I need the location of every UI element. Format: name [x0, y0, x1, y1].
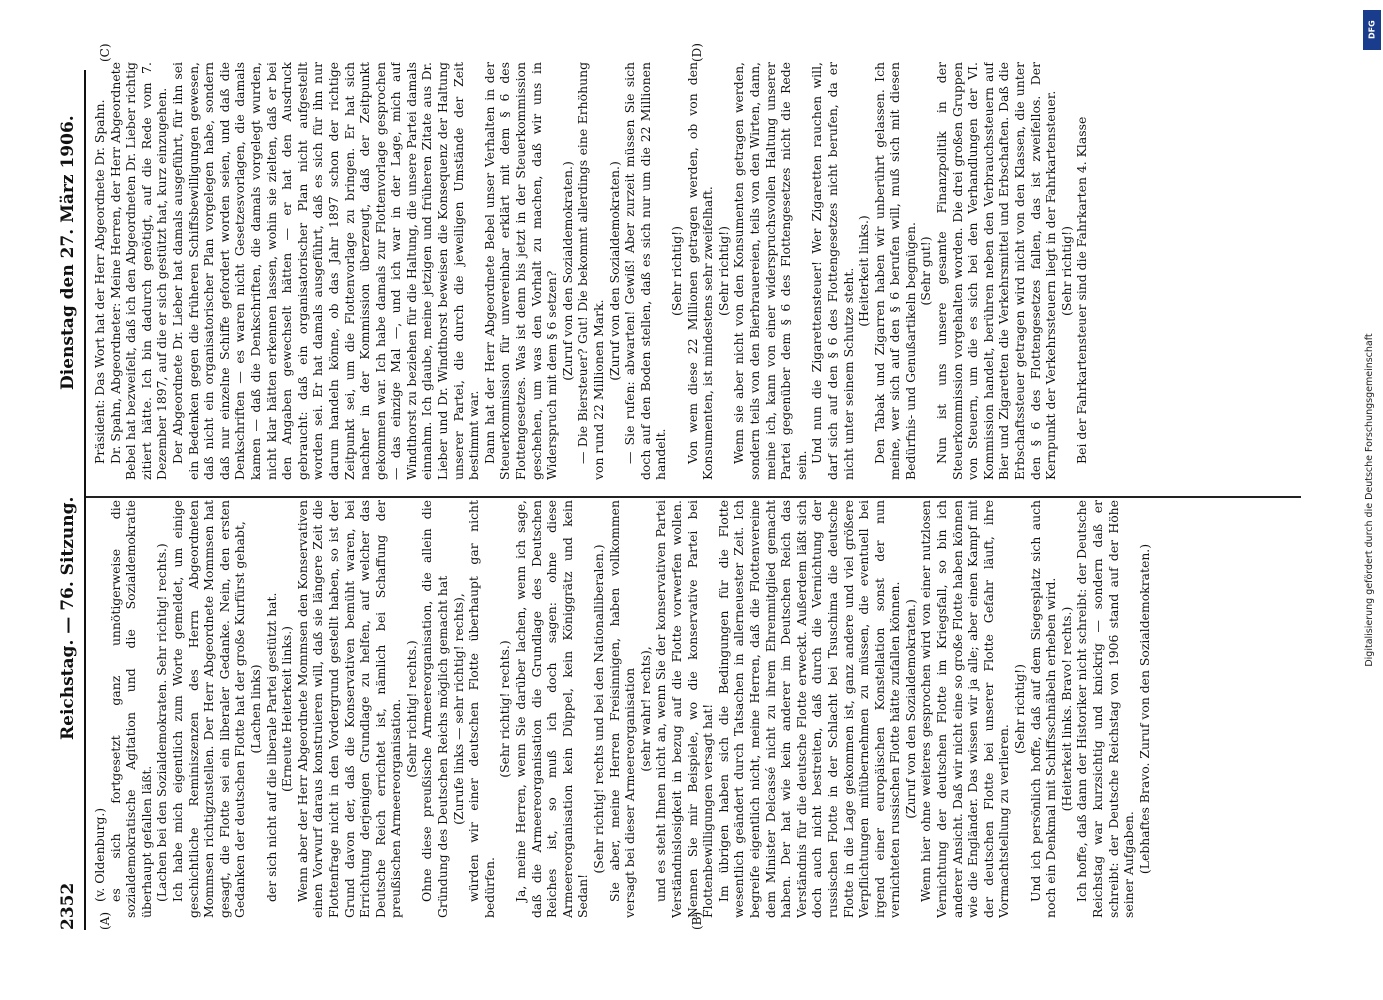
paragraph: es sich fortgesetzt ganz unnötigerweise die sozialdemokratische Agitation und die Sozialdemokratie überhaupt gefallen läßt. [107, 500, 154, 918]
paragraph: der sich nicht auf die liberale Partei gestützt hat. [263, 592, 279, 902]
paragraph: Präsident: Das Wort hat der Herr Abgeordnete Dr. Spahn. [92, 99, 107, 464]
paragraph: (Sehr richtig!) [1012, 664, 1028, 754]
header-right-title: Dienstag den 27. März 1906. [58, 115, 78, 390]
credit-text: Digitalisierung gefördert durch die Deutsche Forschungsgemeinschaft [1364, 333, 1375, 667]
paragraph: Wenn hier ohne weiteres gesprochen wird von einer nutzlosen Vernichtung der deutschen Flotte im Kriegsfall, so bin ich anderer Ansicht. Daß wir nicht eine so große Flotte haben können wie die Engländer. Das wissen wir ja alle; aber einen Kampf mit der deutschen Flotte bei unserer Flotte Gefahr läuft, ihre Vormachtstellung zu verlieren. [918, 500, 1012, 918]
paragraph: (Lachen links) [247, 664, 263, 754]
paragraph: — Die Biersteuer? Gut! Die bekommt allerdings eine Erhöhung von rund 22 Millionen Mark. [575, 62, 606, 480]
paragraph: Bei der Fahrkartensteuer sind die Fahrkarten 4. Klasse [1074, 116, 1090, 464]
digitization-credit [1364, 0, 1378, 1000]
margin-marker-c: (C) [98, 43, 112, 62]
page-number: 2352 [58, 882, 78, 930]
paragraph: (Sehr richtig! rechts und bei den Nationalliberalen.) [591, 544, 606, 874]
paragraph: (Zuruf von den Sozialdemokraten.) [606, 161, 622, 381]
paragraph: (Sehr richtig!) [715, 226, 731, 316]
margin-marker-d: (D) [690, 43, 704, 62]
dfg-logo: DFG [1363, 10, 1381, 50]
paragraph: (v. Oldenburg.) [92, 807, 107, 902]
paragraph: (Zurufe links — sehr richtig! rechts), [450, 593, 466, 825]
paragraph: Den Tabak und Zigarren haben wir unberührt gelassen. Ich meine, wer sich auf den § 6 berufen will, muß sich mit diesen Bedürfnis- und Genußartikeln begnügen. [871, 62, 918, 480]
right-column [92, 62, 1297, 480]
paragraph: würden wir einer deutschen Flotte überhaupt gar nicht bedürfen. [466, 500, 497, 918]
paragraph: Ohne diese preußische Armeereorganisation, die allein die Gründung des Deutschen Reichs möglich gemacht hat [419, 500, 451, 918]
paragraph: Im übrigen haben sich die Bedingungen für die Flotte wesentlich geändert durch Tatsachen in allerneuester Zeit. Ich begreife eigentlich nicht, meine Herren, daß die Flottenvereine dem Minister Delcassé nicht zu ihrem Ehrenmitglied gemacht haben. Der hat wie kein anderer im Deutschen Reich das Verständnis für die deutsche Flotte erweckt. Außerdem läßt sich doch auch nicht bestreiten, daß durch die Vernichtung der russischen Flotte in der Schlacht bei Tsuschima die deutsche Flotte in die Lage gekommen ist, ganz andere und viel größere Verpflichtungen mitübernehmen zu müssen, die eventuell bei irgend einer europäischen Konstellation sonst der nun vernichteten russischen Flotte hätte zufallen können. [715, 500, 903, 918]
margin-marker-b: (B) [690, 911, 704, 930]
paragraph: (Sehr richtig! rechts.) [403, 640, 419, 778]
paragraph: — Sie rufen: abwarten! Gewiß! Aber zurzeit müssen Sie sich doch auf den Boden stellen, daß es sich nur um die 22 Millionen handelt. [622, 62, 669, 480]
paragraph: Wenn aber der Herr Abgeordnete Mommsen den Konservativen einen Vorwurf daraus konstruieren will, daß sie längere Zeit die Flottenfrage nicht in den Vordergrund gestellt haben, so ist der Grund davon der, daß die Konservativen bemüht waren, bei Errichtung derjenigen Grundlage zu helfen, auf welcher das Deutsche Reich errichtet ist, nämlich bei Schaffung der preußischen Armeereorganisation. [294, 500, 404, 918]
paragraph: Dann hat der Herr Abgeordnete Bebel unser Verhalten in der Steuerkommission für unvereinbar erklärt mit dem § 6 des Flottengesetzes. Was ist denn bis jetzt in der Steuerkommission geschehen, um was den Vorhalt zu machen, daß wir uns in Widerspruch mit dem § 6 setzen? [481, 62, 560, 480]
paragraph: Ja, meine Herren, wenn Sie darüber lachen, wenn ich sage, daß die Armeereorganisation die Grundlage des Deutschen Reiches ist, so muß ich doch sagen: ohne diese Armeereorganisation kein Düppel, kein Königgrätz und kein Sedan! [513, 500, 591, 918]
header-left-title: Reichstag. — 76. Sitzung. [58, 496, 78, 740]
paragraph: (Lachen bei den Sozialdemokraten. Sehr richtig! rechts.) [154, 543, 170, 902]
paragraph: Wenn sie aber nicht von den Konsumenten getragen werden, sondern teils von den Bierbrauereien, teils von den Wirten, dann, meine ich, kann von einer widerspruchsvollen Haltung unserer Partei gegenüber dem § 6 des Flottengesetzes nicht die Rede sein. [731, 62, 809, 480]
paragraph: Ich hoffe, daß dann der Historiker nicht schreibt: der Deutsche Reichstag war kurzsichtig und knickrig — sondern daß er schreibt: der Deutsche Reichstag von 1906 stand auf der Höhe seiner Aufgaben. [1074, 500, 1137, 918]
paragraph: Von wem diese 22 Millionen getragen werden, ob von den Konsumenten, ist mindestens sehr zweifelhaft. [684, 62, 716, 480]
paragraph: Dr. Spahn, Abgeordneter: Meine Herren, der Herr Abgeordnete Bebel hat bezweifelt, daß ich den Abgeordneten Dr. Lieber richtig zitiert hätte. Ich bin dadurch genötigt, auf die Rede vom 7. Dezember 1897, auf die er sich gestützt hat, kurz einzugehen. [107, 62, 170, 480]
paragraph: Sie aber, meine Herren Freisinnigen, haben vollkommen versagt bei dieser Armeereorganisation [606, 500, 638, 918]
margin-marker-a: (A) [98, 911, 112, 930]
paragraph: Und ich persönlich hoffe, daß auf dem Siegesplatz sich auch noch ein Denkmal mit Schiffsschnäbeln erheben wird. [1027, 500, 1059, 918]
paragraph: (Lebhaftes Bravo. Zuruf von den Sozialdemokraten.) [1136, 543, 1152, 875]
paragraph: (Erneute Heiterkeit links.) [279, 626, 295, 792]
paragraph: (Sehr richtig!) [1058, 226, 1074, 316]
left-column [92, 500, 1297, 918]
paragraph: (Heiterkeit links.) [856, 215, 872, 327]
paragraph: (Zuruf von den Sozialdemokraten.) [902, 599, 918, 819]
column-divider [86, 496, 1301, 498]
paragraph: Der Abgeordnete Dr. Lieber hat damals ausgeführt, für ihn sei ein Bedenken gegen die früheren Schiffsbewilligungen gewesen, daß nicht ein organisatorischer Plan vorgelegen habe, sondern daß nur einzelne Schiffe gefordert worden seien, und daß die Denkschriften — es waren nicht Gesetzesvorlagen, die damals kamen — daß die Denkschriften, die damals vorgelegt wurden, nicht klar hätten erkennen lassen, wohin sie zielten, daß er bei den Angaben gewechselt hätten — er hat den Ausdruck gebraucht: daß ein organisatorischer Plan nicht aufgestellt worden sei. Er hat damals ausgeführt, daß es sich für ihn nur darum handeln könne, ob das Jahr 1897 schon der richtige Zeitpunkt sei, um die Flottenvorlage zu bringen. Er hat sich nachher in der Kommission überzeugt, daß der Zeitpunkt gekommen war. Ich habe damals zur Flottenvorlage gesprochen — das einzige Mal —, und ich war in der Lage, mich auf Windthorst zu beziehen für die Haltung, die unsere Partei damals einnahm. Ich glaube, meine jetzigen und früheren Zitate aus Dr. Lieber und Dr. Windthorst beweisen die Konsequenz der Haltung unserer Partei, die durch die jeweiligen Umstände der Zeit bestimmt war. [169, 62, 482, 480]
paragraph: Ich habe mich eigentlich zum Worte gemeldet, um einige geschichtliche Reminiszenzen des Herrn Abgeordneten Mommsen richtigzustellen. Der Herr Abgeordnete Mommsen hat gesagt, die Flotte sei ein liberaler Gedanke. Nein, den ersten Gedanken der deutschen Flotte hat der große Kurfürst gehabt, [169, 500, 248, 918]
paragraph: (Zuruf von den Sozialdemokraten.) [559, 161, 575, 381]
header-rule [84, 70, 86, 930]
paragraph: Und nun die Zigarettensteuer! Wer Zigaretten rauchen will, darf sich auf den § 6 des Flottengesetzes nicht berufen, da er nicht unter seinem Schutze steht. [809, 62, 856, 480]
paragraph: und es steht Ihnen nicht an, wenn Sie der konservativen Partei Verständnislosigkeit in bezug auf die Flotte vorwerfen wollen. Nennen Sie mir Beispiele, wo die konservative Partei bei Flottenbewilligungen versagt hat! [653, 500, 716, 918]
paragraph: (Sehr richtig! rechts.) [497, 640, 513, 778]
paragraph: (Heiterkeit links. Bravo! rechts.) [1058, 606, 1074, 812]
paragraph: (Sehr richtig!) [668, 226, 684, 316]
paragraph: (Sehr gut!) [918, 236, 934, 306]
paragraph: (sehr wahr! rechts), [637, 646, 653, 772]
paragraph: Nun ist uns unsere gesamte Finanzpolitik in der Steuerkommission vorgehalten worden. Die drei großen Gruppen von Steuern, um die es sich bei den Verhandlungen der VI. Kommission handelt, berühren neben den Verbrauchssteuern auf Bier und Zigaretten die Verkehrsmittel und Erbschaften. Daß die Erbschaftssteuer getragen wird nicht von den Klassen, die unter den § 6 des Flottengesetzes fallen, das ist zweifellos. Der Kernpunkt der Verkehrssteuern liegt in der Fahrkartensteuer. [934, 62, 1059, 480]
